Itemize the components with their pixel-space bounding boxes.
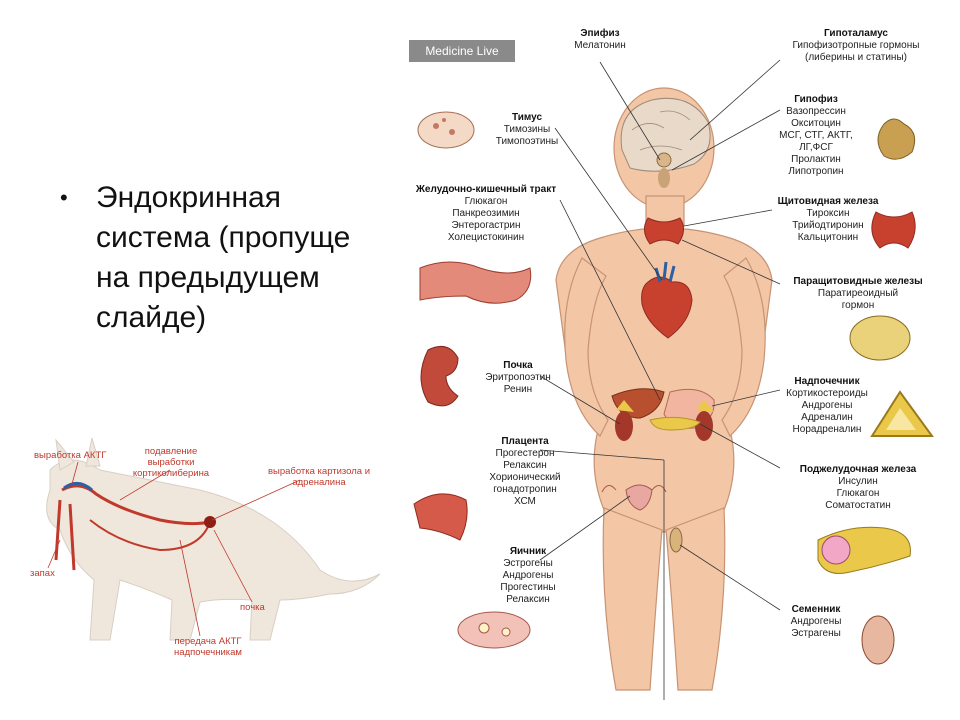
- cat-label-transfer: передача АКТГ надпочечникам: [174, 636, 242, 658]
- cat-label-cortisol: выработка картизола и адреналина: [267, 466, 371, 488]
- ovary-illustration: [458, 612, 530, 648]
- kidney-left: [615, 411, 633, 441]
- label-thymus: Тимус Тимозины Тимопоэтины: [495, 112, 559, 147]
- placenta-illustration: [414, 494, 467, 540]
- label-kidney: Почка Эритропоэтин Ренин: [485, 360, 551, 395]
- gi-tract-illustration: [420, 262, 531, 303]
- cat-label-suppression: подавление выработки кортиколиберина: [132, 446, 210, 479]
- kidney-illustration: [421, 346, 458, 405]
- thyroid-gland: [644, 218, 683, 244]
- cat-label-kidney: почка: [240, 602, 265, 613]
- label-hypothalamus: Гипоталамус Гипофизотропные гормоны (либерины и статины): [792, 28, 920, 63]
- label-testis: Семенник Андрогены Эстрагены: [790, 604, 842, 639]
- label-adrenal: Надпочечник Кортикостероиды Андрогены Адреналин Норадреналин: [786, 376, 868, 435]
- testis: [670, 528, 682, 552]
- bullet-marker: •: [60, 185, 68, 210]
- text-line-2: система (пропуще: [96, 221, 351, 254]
- parathyroid-illustration: [850, 316, 910, 360]
- pancreas-illustration: [818, 527, 910, 573]
- label-placenta: Плацента Прогестерон Релаксин Хорионический гонадотропин ХСМ: [489, 436, 561, 507]
- label-pituitary: Гипофиз Вазопрессин Окситоцин МСГ, СТГ, АКТГ, ЛГ,ФСГ Пролактин Липотропин: [779, 94, 853, 177]
- testis-illustration: [862, 616, 894, 664]
- cat-label-smell: запах: [30, 568, 55, 579]
- label-thyroid: Щитовидная железа Тироксин Трийодтиронин Кальцитонин: [777, 196, 879, 243]
- label-gi-tract: Желудочно-кишечный тракт Глюкагон Панкреозимин Энтерогастрин Холецистокинин: [415, 184, 557, 243]
- text-line-1: Эндокринная: [96, 181, 281, 214]
- text-line-3: на предыдущем: [96, 261, 320, 294]
- label-parathyroid: Паращитовидные железы Паратиреоидный гормон: [793, 276, 923, 311]
- text-line-4: слайде): [96, 301, 207, 334]
- pituitary-illustration: [878, 119, 915, 159]
- cat-label-acth-production: выработка АКТГ: [34, 450, 107, 461]
- label-epiphysis: Эпифиз Мелатонин: [574, 28, 626, 51]
- thymus-illustration: [418, 112, 474, 148]
- label-pancreas: Поджелудочная железа Инсулин Глюкагон Соматостатин: [799, 464, 917, 511]
- watermark-badge: Medicine Live: [409, 40, 515, 62]
- label-ovary: Яичник Эстрогены Андрогены Прогестины Релаксин: [500, 546, 556, 605]
